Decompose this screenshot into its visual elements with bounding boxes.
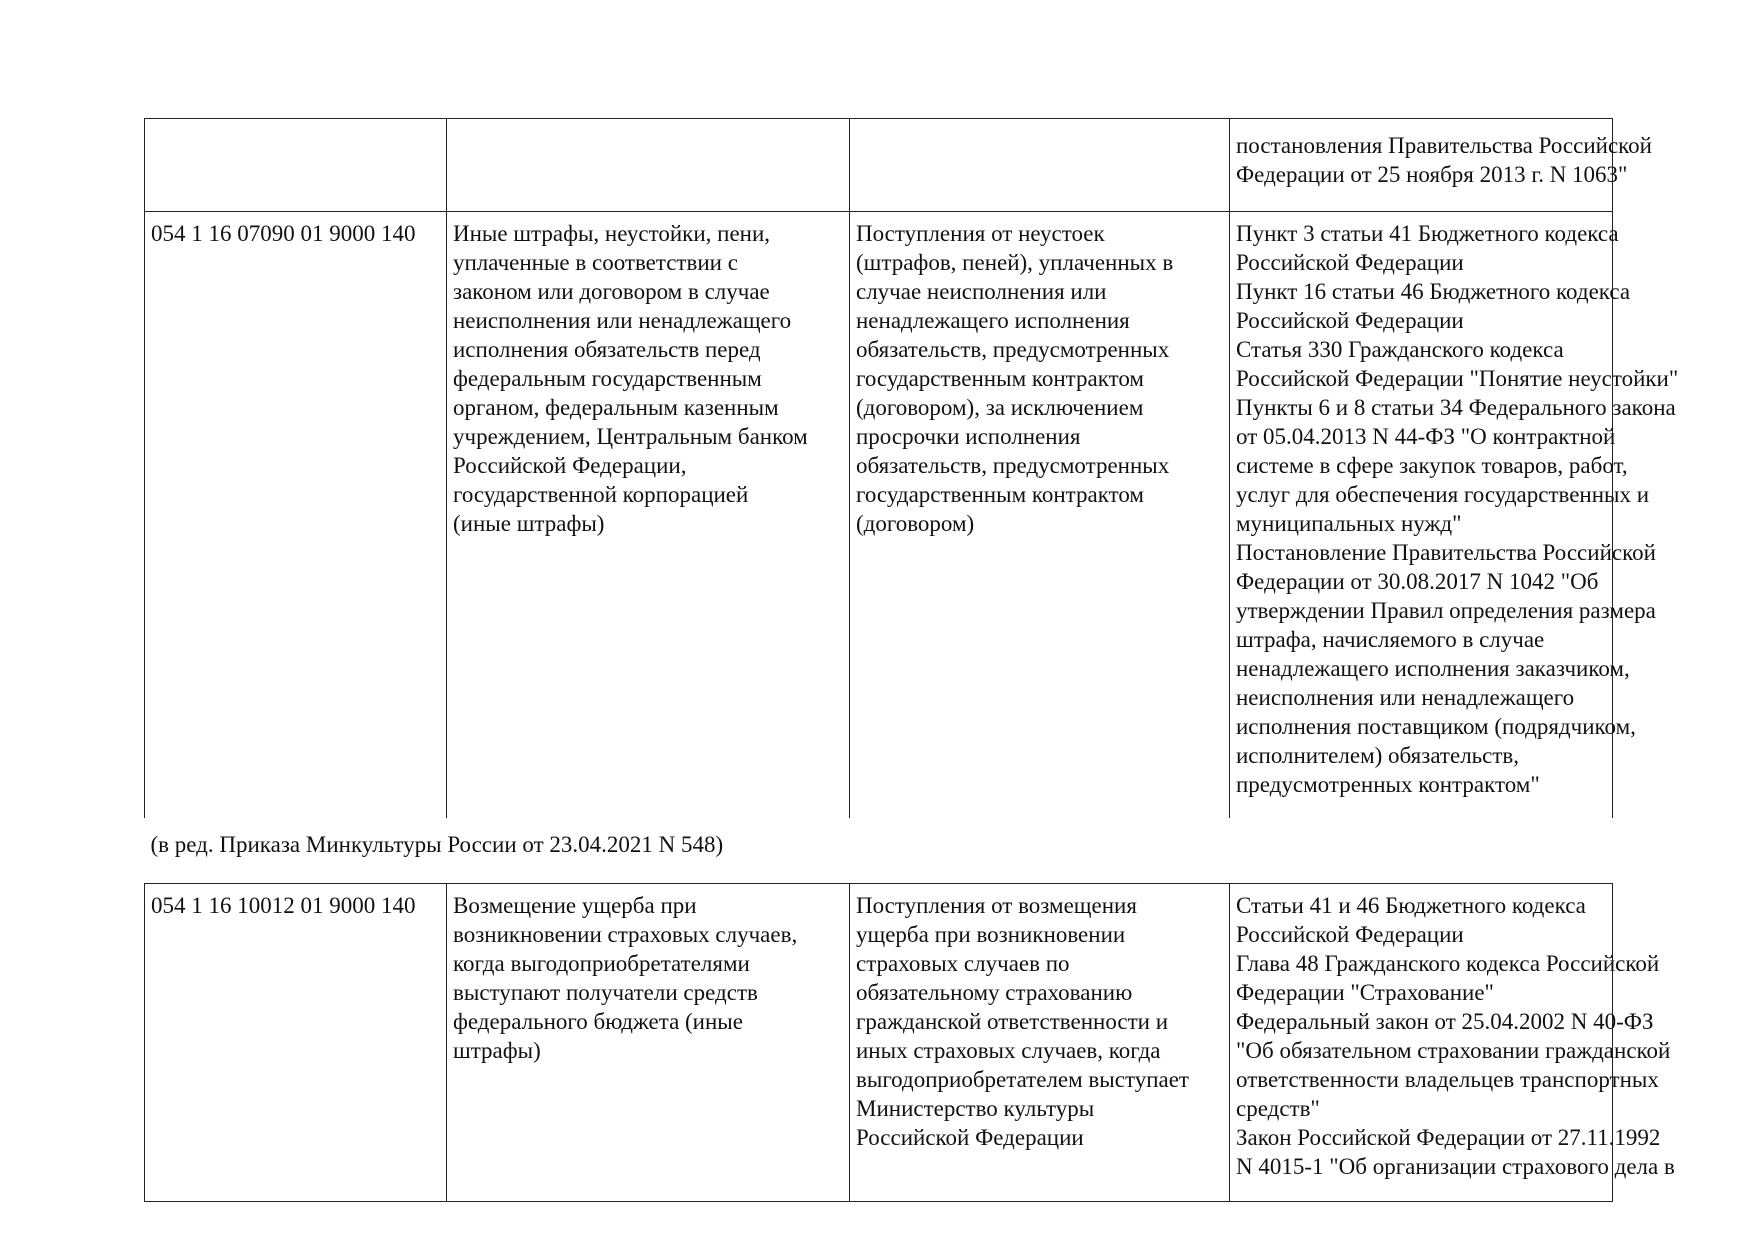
code-cell [145,119,447,212]
amendment-note: (в ред. Приказа Минкультуры России от 23.04.2021 N 548) [150,832,724,857]
description-cell [850,212,1230,819]
revenue-codes-table [144,118,1679,1202]
name-cell [447,212,850,819]
legal-basis-cell [1230,212,1679,819]
budget-code: 054 1 16 07090 01 9000 140 [151,221,416,246]
description-cell [850,884,1230,1202]
budget-code: 054 1 16 10012 01 9000 140 [151,893,416,918]
revenue-description-text: Поступления от возмещения ущерба при возникновении страховых случаев по обязательному страхованию гражданской ответственности и иных страховых случаев, когда выгодоприобретателем выступает Министерство культуры Российской Федерации [856,893,1189,1150]
revenue-description-text: Поступления от неустоек (штрафов, пеней), уплаченных в случае неисполнения или ненадлежащего исполнения обязательств, предусмотренных государственным контрактом (договором), за исключением просрочки исполнения обязательств, предусмотренных государственным контрактом (договором) [856,221,1174,536]
name-cell [447,119,850,212]
revenue-name-text: Возмещение ущерба при возникновении страховых случаев, когда выгодоприобретателями выступают получатели средств федерального бюджета (иные штрафы) [453,893,798,1063]
legal-basis-text: Статьи 41 и 46 Бюджетного кодекса Российской Федерации Глава 48 Гражданского кодекса Российской Федерации "Страхование" Федеральный закон от 25.04.2002 N 40-ФЗ "Об обязательном страховании гражданской ответственности владельцев транспортных средств" Закон Российской Федерации от 27.11.1992 N 4015-1 "Об организации страхового дела в [1236,893,1675,1179]
description-cell [850,119,1230,212]
legal-basis-text: постановления Правительства Российской Федерации от 25 ноября 2013 г. N 1063" [1236,133,1652,187]
legal-basis-text: Пункт 3 статьи 41 Бюджетного кодекса Российской Федерации Пункт 16 статьи 46 Бюджетного кодекса Российской Федерации Статья 330 Гражданского кодекса Российской Федерации "Понятие неустойки" Пункты 6 и 8 статьи 34 Федерального закона от 05.04.2013 N 44-ФЗ "О контрактной системе в сфере закупок товаров, работ, услуг для обеспечения государственных и муниципальных нужд" Постановление Правительства Российской Федерации от 30.08.2017 N 1042 "Об утверждении Правил определения размера штрафа, начисляемого в случае ненадлежащего исполнения заказчиком, неисполнения или ненадлежащего исполнения поставщиком (подрядчиком, исполнителем) обязательств, предусмотренных контрактом" [1236,221,1679,797]
table-row-continuation [145,119,1613,212]
legal-basis-cell [1230,884,1675,1202]
table-row-damage-compensation [145,884,1613,1202]
table-row-other-fines [145,212,1613,819]
legal-basis-cell [1230,119,1652,212]
table-row-amendment-note [145,818,1613,884]
code-cell [145,212,447,819]
name-cell [447,884,850,1202]
revenue-name-text: Иные штрафы, неустойки, пени, уплаченные в соответствии с законом или договором в случае неисполнения или ненадлежащего исполнения обязательств перед федеральным государственным органом, федеральным казенным учреждением, Центральным банком Российской Федерации, государственной корпорацией (иные штрафы) [453,221,808,536]
code-cell [145,884,447,1202]
